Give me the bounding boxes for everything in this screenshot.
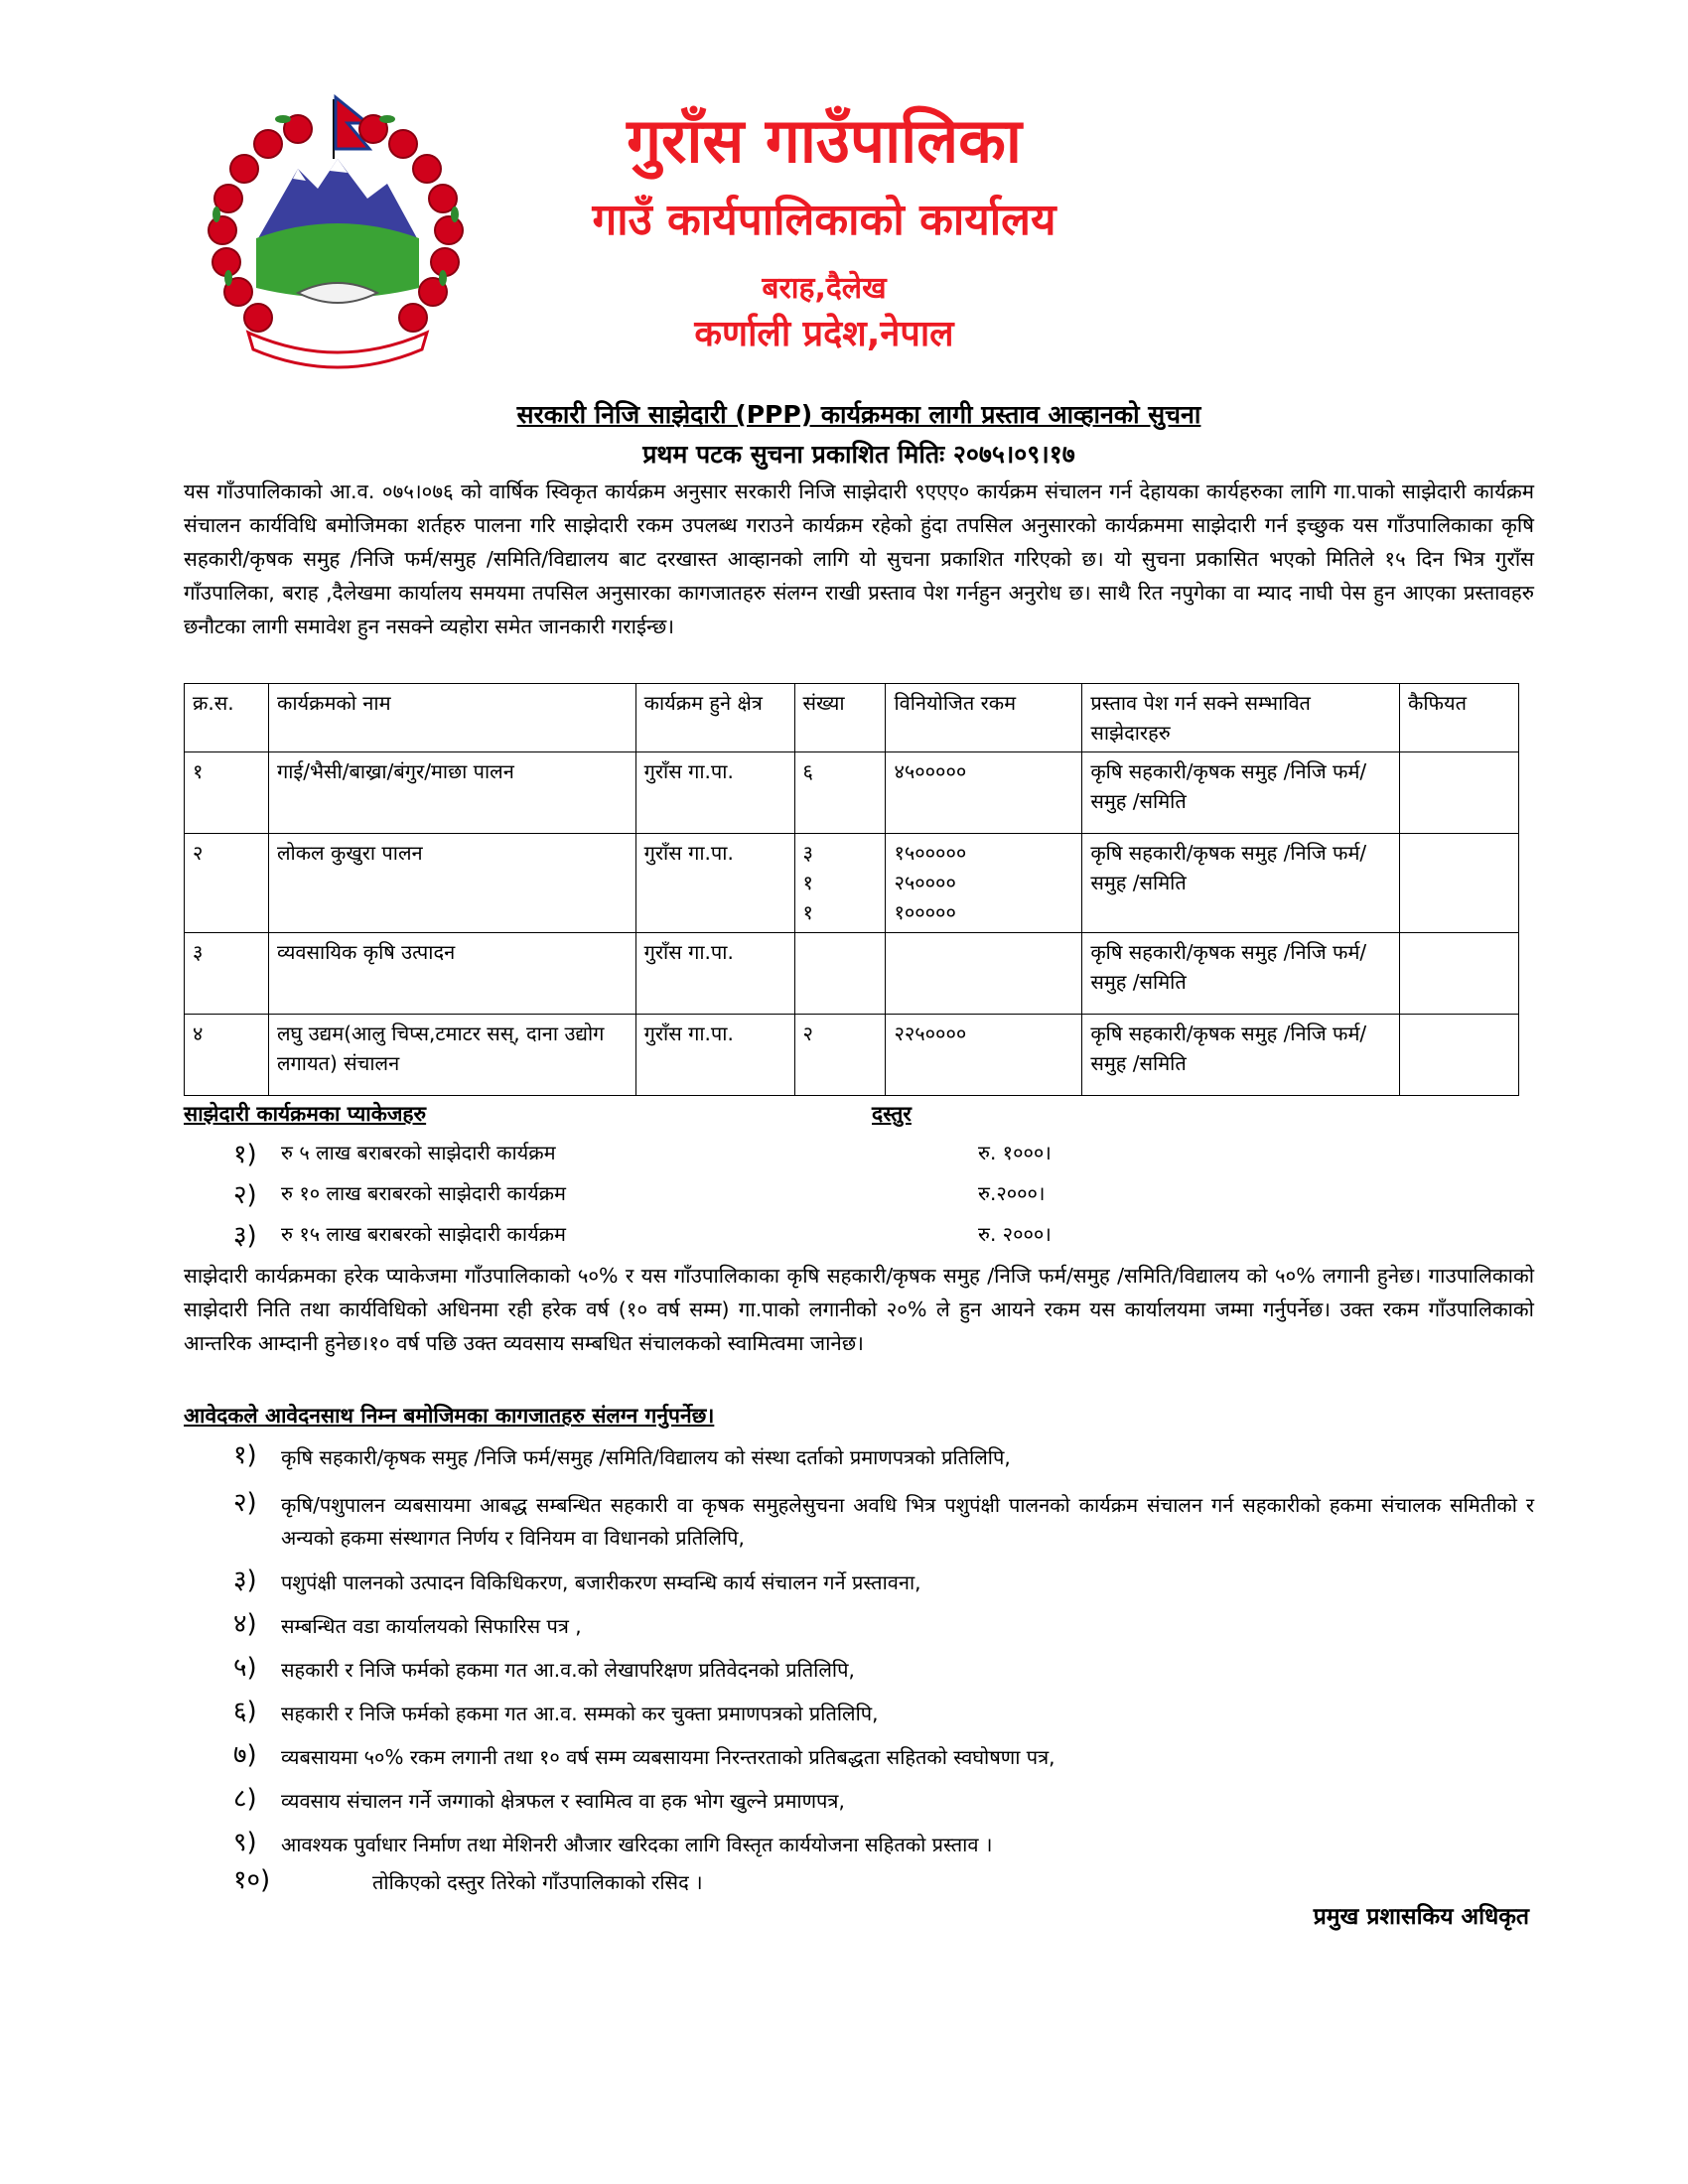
item-number: १) bbox=[233, 1140, 257, 1169]
document-text: पशुपंक्षी पालनको उत्पादन विकिधिकरण, बजारीकरण सम्वन्धि कार्य संचालन गर्ने प्रस्तावना, bbox=[281, 1570, 921, 1594]
cell-name: लोकल कुखुरा पालन bbox=[268, 834, 635, 933]
list-item bbox=[233, 1866, 1534, 1899]
item-number: ३) bbox=[233, 1566, 257, 1595]
item-number: २) bbox=[233, 1488, 257, 1518]
cell-amount bbox=[886, 933, 1082, 1015]
letterhead bbox=[0, 0, 1688, 397]
item-number: ४) bbox=[233, 1609, 257, 1639]
package-label: रु ५ लाख बराबरको साझेदारी कार्यक्रम bbox=[281, 1141, 556, 1164]
package-fee: रु. २०००। bbox=[978, 1222, 1052, 1246]
cell-partners: कृषि सहकारी/कृषक समुह /निजि फर्म/समुह /समिति bbox=[1082, 933, 1400, 1015]
item-number: ८) bbox=[233, 1784, 257, 1814]
item-number: ३) bbox=[233, 1221, 257, 1251]
cell-area: गुराँस गा.पा. bbox=[635, 752, 794, 834]
amount-value: ४५००००० bbox=[894, 759, 967, 783]
header-sn: क्र.स. bbox=[185, 684, 269, 752]
item-number: १) bbox=[233, 1440, 257, 1470]
address-line-2: कर्णाली प्रदेश,नेपाल bbox=[694, 314, 954, 354]
count-value: १ bbox=[802, 871, 813, 894]
count-value: ६ bbox=[802, 759, 813, 783]
package-fee: रु.२०००। bbox=[978, 1181, 1046, 1205]
count-value: १ bbox=[802, 900, 813, 924]
notice-date: प्रथम पटक सुचना प्रकाशित मितिः २०७५।०९।१७ bbox=[642, 440, 1075, 469]
packages-heading: साझेदारी कार्यक्रमका प्याकेजहरु bbox=[184, 1102, 427, 1126]
header-count: संख्या bbox=[794, 684, 886, 752]
list-item bbox=[233, 1489, 1534, 1555]
investment-paragraph: साझेदारी कार्यक्रमका हरेक प्याकेजमा गाँउपालिकाको ५०% र यस गाँउपालिकाका कृषि सहकारी/कृषक समुह /निजि फर्म/समुह /समिति/विद्यालय को ५०% लगानी हुनेछ। गाउपालिकाको साझेदारी निति तथा कार्यविधिको अधिनमा रही हरेक वर्ष (१० वर्ष सम्म) गा.पाको लगानीको २०% ले हुन आयने रकम यस कार्यालयमा जम्मा गर्नुपर्नेछ। उक्त रकम गाँउपालिकाको आन्तरिक आम्दानी हुनेछ।१० वर्ष पछि उक्त व्यवसाय सम्बधित संचालकको स्वामित्वमा जानेछ। bbox=[184, 1264, 1534, 1355]
header-area: कार्यक्रम हुने क्षेत्र bbox=[635, 684, 794, 752]
document-text: कृषि/पशुपालन व्यबसायमा आबद्ध सम्बन्धित सहकारी वा कृषक समुहलेसुचना अवधि भित्र पशुपंक्षी पालनको कार्यक्रम संचालन गर्न सहकारीको हकमा संचालक समितीको र अन्यको हकमा संस्थागत निर्णय र विनियम वा विधानको प्रतिलिपि, bbox=[281, 1493, 1534, 1550]
document-text: कृषि सहकारी/कृषक समुह /निजि फर्म/समुह /समिति/विद्यालय को संस्था दर्ताको प्रमाणपत्रको प्रतिलिपि, bbox=[281, 1445, 1011, 1469]
cell-remarks bbox=[1400, 1015, 1519, 1096]
cell-count bbox=[794, 1015, 886, 1096]
address-line-1: बराह,दैलेख bbox=[762, 271, 887, 306]
count-value: २ bbox=[802, 1022, 813, 1045]
list-item bbox=[233, 1135, 1127, 1174]
package-label: रु १५ लाख बराबरको साझेदारी कार्यक्रम bbox=[281, 1222, 567, 1246]
amount-value: २२५०००० bbox=[894, 1022, 967, 1045]
list-item bbox=[233, 1829, 1534, 1861]
cell-amount bbox=[886, 834, 1082, 933]
cell-sn: ३ bbox=[185, 933, 269, 1015]
cell-name: व्यवसायिक कृषि उत्पादन bbox=[268, 933, 635, 1015]
list-item bbox=[233, 1175, 1127, 1215]
header-remarks: कैफियत bbox=[1400, 684, 1519, 752]
count-value: ३ bbox=[802, 841, 813, 865]
list-item bbox=[233, 1567, 1534, 1599]
signature-title: प्रमुख प्रशासकिय अधिकृत bbox=[1313, 1904, 1529, 1930]
list-item bbox=[233, 1441, 1534, 1474]
item-number: १०) bbox=[233, 1865, 271, 1895]
fee-heading: दस्तुर bbox=[872, 1102, 912, 1126]
cell-partners: कृषि सहकारी/कृषक समुह /निजि फर्म/समुह /समिति bbox=[1082, 1015, 1400, 1096]
cell-remarks bbox=[1400, 834, 1519, 933]
header-amount: विनियोजित रकम bbox=[886, 684, 1082, 752]
cell-name: गाई/भैसी/बाख्रा/बंगुर/माछा पालन bbox=[268, 752, 635, 834]
cell-amount bbox=[886, 1015, 1082, 1096]
documents-heading: आवेदकले आवेदनसाथ निम्न बमोजिमका कागजातहरु संलग्न गर्नुपर्नेछ। bbox=[184, 1404, 715, 1428]
document-text: सहकारी र निजि फर्मको हकमा गत आ.व. सम्मको कर चुक्ता प्रमाणपत्रको प्रतिलिपि, bbox=[281, 1702, 879, 1725]
table-row bbox=[185, 1015, 1519, 1096]
document-text: व्यबसायमा ५०% रकम लगानी तथा १० वर्ष सम्म व्यबसायमा निरन्तरताको प्रतिबद्धता सहितको स्वघोषणा पत्र, bbox=[281, 1745, 1055, 1769]
table-header-row bbox=[185, 684, 1519, 752]
document-text: व्यवसाय संचालन गर्ने जग्गाको क्षेत्रफल र स्वामित्व वा हक भोग खुल्ने प्रमाणपत्र, bbox=[281, 1789, 845, 1813]
cell-sn: ४ bbox=[185, 1015, 269, 1096]
notice-title: सरकारी निजि साझेदारी (PPP) कार्यक्रमका लागी प्रस्ताव आव्हानको सुचना bbox=[516, 400, 1201, 429]
municipality-title: गुराँस गाउँपालिका bbox=[627, 104, 1022, 177]
table-row bbox=[185, 752, 1519, 834]
document-text: सम्बन्धित वडा कार्यालयको सिफारिस पत्र , bbox=[281, 1614, 582, 1638]
package-fee: रु. १०००। bbox=[978, 1141, 1052, 1164]
item-number: ६) bbox=[233, 1697, 257, 1726]
amount-value: १५००००० bbox=[894, 841, 967, 865]
amount-value: २५०००० bbox=[894, 871, 956, 894]
cell-area: गुराँस गा.पा. bbox=[635, 1015, 794, 1096]
cell-partners: कृषि सहकारी/कृषक समुह /निजि फर्म/समुह /समिति bbox=[1082, 834, 1400, 933]
intro-paragraph: यस गाँउपालिकाको आ.व. ०७५।०७६ को वार्षिक स्विकृत कार्यक्रम अनुसार सरकारी निजि साझेदारी ९एएए० कार्यक्रम संचालन गर्न देहायका कार्यहरुका लागि गा.पाको साझेदारी कार्यक्रम संचालन कार्यविधि बमोजिमका शर्तहरु पालना गरि साझेदारी रकम उपलब्ध गराउने कार्यक्रम रहेको हुंदा तपसिल अनुसारको कार्यक्रममा साझेदारी गर्न इच्छुक यस गाँउपालिकाका कृषि सहकारी/कृषक समुह /निजि फर्म/समुह /समिति/विद्यालय बाट दरखास्त आव्हानको लागि यो सुचना प्रकाशित गरिएको छ। यो सुचना प्रकासित भएको मितिले १५ दिन भित्र गुराँस गाँउपालिका, बराह ,दैलेखमा कार्यालय समयमा तपसिल अनुसारका कागजातहरु संलग्न राखी प्रस्ताव पेश गर्नहुन अनुरोध छ। साथै रित नपुगेका वा म्याद नाघी पेस हुन आएका प्रस्तावहरु छनौटका लागी समावेश हुन नसक्ने व्यहोरा समेत जानकारी गराईन्छ। bbox=[184, 479, 1534, 638]
list-item bbox=[233, 1785, 1534, 1818]
cell-sn: १ bbox=[185, 752, 269, 834]
header-name: कार्यक्रमको नाम bbox=[268, 684, 635, 752]
item-number: २) bbox=[233, 1180, 257, 1210]
table-row bbox=[185, 834, 1519, 933]
cell-partners: कृषि सहकारी/कृषक समुह /निजि फर्म/समुह /समिति bbox=[1082, 752, 1400, 834]
cell-name: लघु उद्यम(आलु चिप्स,टमाटर सस्, दाना उद्योग लगायत) संचालन bbox=[268, 1015, 635, 1096]
cell-count bbox=[794, 752, 886, 834]
document-text: आवश्यक पुर्वाधार निर्माण तथा मेशिनरी औजार खरिदका लागि विस्तृत कार्ययोजना सहितको प्रस्ताव । bbox=[281, 1833, 993, 1856]
cell-remarks bbox=[1400, 933, 1519, 1015]
table-row bbox=[185, 933, 1519, 1015]
header-partners: प्रस्ताव पेश गर्न सक्ने सम्भावित साझेदारहरु bbox=[1082, 684, 1400, 752]
amount-value: १००००० bbox=[894, 900, 956, 924]
cell-count bbox=[794, 834, 886, 933]
list-item bbox=[233, 1698, 1534, 1730]
document-text: सहकारी र निजि फर्मको हकमा गत आ.व.को लेखापरिक्षण प्रतिवेदनको प्रतिलिपि, bbox=[281, 1658, 855, 1682]
package-label: रु १० लाख बराबरको साझेदारी कार्यक्रम bbox=[281, 1181, 567, 1205]
cell-remarks bbox=[1400, 752, 1519, 834]
nepal-emblem-icon bbox=[199, 89, 477, 377]
cell-count bbox=[794, 933, 886, 1015]
item-number: ५) bbox=[233, 1653, 257, 1683]
item-number: ९) bbox=[233, 1828, 257, 1857]
cell-area: गुराँस गा.पा. bbox=[635, 834, 794, 933]
list-item bbox=[233, 1741, 1534, 1774]
document-text: तोकिएको दस्तुर तिरेको गाँउपालिकाको रसिद । bbox=[372, 1870, 703, 1894]
list-item bbox=[233, 1216, 1127, 1256]
list-item bbox=[233, 1610, 1534, 1643]
program-table bbox=[184, 683, 1519, 1096]
list-item bbox=[233, 1654, 1534, 1687]
cell-sn: २ bbox=[185, 834, 269, 933]
item-number: ७) bbox=[233, 1740, 257, 1770]
office-title: गाउँ कार्यपालिकाको कार्यालय bbox=[592, 195, 1056, 245]
cell-area: गुराँस गा.पा. bbox=[635, 933, 794, 1015]
cell-amount bbox=[886, 752, 1082, 834]
